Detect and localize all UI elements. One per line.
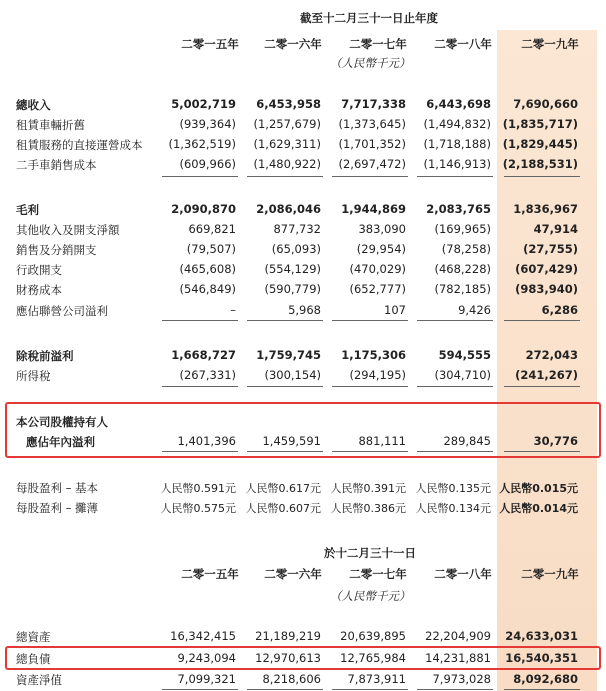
balance-value: 8,218,606 bbox=[262, 672, 321, 686]
row-value: 47,914 bbox=[533, 222, 578, 236]
row-value: 107 bbox=[384, 303, 406, 317]
row-label: 應佔聯營公司溢利 bbox=[16, 304, 108, 318]
period-title: 截至十二月三十一日止年度 bbox=[300, 11, 438, 25]
subtotal-rule bbox=[247, 176, 323, 177]
row-value: 877,732 bbox=[273, 222, 321, 236]
row-label: 租賃服務的直接運營成本 bbox=[16, 138, 143, 152]
subtotal-rule bbox=[504, 176, 580, 177]
row-value: (939,364) bbox=[179, 117, 236, 131]
row-value: (983,940) bbox=[515, 282, 578, 296]
attrib-label-2: 應佔年內溢利 bbox=[26, 435, 95, 449]
row-value: (546,849) bbox=[179, 282, 236, 296]
unit-label: （人民幣千元） bbox=[330, 589, 411, 603]
balance-value: 14,231,881 bbox=[425, 651, 491, 665]
row-value: 383,090 bbox=[358, 222, 406, 236]
row-value: (1,480,922) bbox=[253, 157, 321, 171]
balance-value: 8,092,680 bbox=[513, 672, 578, 686]
row-value: 1,668,727 bbox=[171, 348, 236, 362]
row-value: (1,629,311) bbox=[253, 137, 321, 151]
subtotal-rule bbox=[504, 386, 580, 387]
row-value: 594,555 bbox=[438, 348, 491, 362]
eps-value: 人民幣0.591元 bbox=[160, 482, 236, 495]
row-value: (304,710) bbox=[434, 368, 491, 382]
subtotal-rule bbox=[247, 689, 323, 690]
row-value: (470,029) bbox=[349, 262, 406, 276]
row-value: (65,093) bbox=[271, 242, 321, 256]
row-label: 銷售及分銷開支 bbox=[16, 243, 97, 257]
row-value: (1,835,717) bbox=[502, 117, 578, 131]
row-value: 9,426 bbox=[458, 303, 491, 317]
subtotal-rule bbox=[332, 176, 408, 177]
row-label: 其他收入及開支淨額 bbox=[16, 223, 120, 237]
balance-value: 16,342,415 bbox=[170, 629, 236, 643]
year-header: 二零一六年 bbox=[264, 567, 322, 581]
row-value: 2,083,765 bbox=[426, 202, 491, 216]
row-value: (27,755) bbox=[523, 242, 578, 256]
balance-value: 7,873,911 bbox=[347, 672, 406, 686]
eps-value: 人民幣0.575元 bbox=[160, 502, 236, 515]
subtotal-rule bbox=[504, 320, 580, 321]
subtotal-rule bbox=[504, 689, 580, 690]
row-label: 除稅前溢利 bbox=[16, 349, 74, 363]
row-value: 6,443,698 bbox=[426, 97, 491, 111]
subtotal-rule bbox=[332, 386, 408, 387]
eps-value: 人民幣0.014元 bbox=[499, 502, 578, 515]
row-value: (609,966) bbox=[179, 157, 236, 171]
row-value: (465,608) bbox=[179, 262, 236, 276]
row-value: 6,286 bbox=[541, 303, 578, 317]
attrib-value: 289,845 bbox=[443, 434, 491, 448]
subtotal-rule bbox=[332, 320, 408, 321]
row-value: (590,779) bbox=[264, 282, 321, 296]
row-value: (2,697,472) bbox=[338, 157, 406, 171]
balance-value: 24,633,031 bbox=[505, 629, 578, 643]
row-value: 1,175,306 bbox=[341, 348, 406, 362]
row-value: 6,453,958 bbox=[256, 97, 321, 111]
year-header: 二零一五年 bbox=[181, 37, 239, 51]
row-value: (607,429) bbox=[515, 262, 578, 276]
subtotal-rule bbox=[162, 386, 238, 387]
row-label: 毛利 bbox=[16, 203, 39, 217]
year-header: 二零一七年 bbox=[349, 37, 407, 51]
attrib-value: 1,459,591 bbox=[262, 434, 321, 448]
highlight-box-liabilities bbox=[5, 646, 601, 670]
subtotal-rule bbox=[417, 689, 493, 690]
row-value: (1,373,645) bbox=[338, 117, 406, 131]
balance-value: 16,540,351 bbox=[505, 651, 578, 665]
row-value: 5,002,719 bbox=[171, 97, 236, 111]
unit-label: （人民幣千元） bbox=[330, 56, 411, 70]
row-value: – bbox=[230, 303, 236, 317]
year-header: 二零一七年 bbox=[349, 567, 407, 581]
row-value: 1,944,869 bbox=[341, 202, 406, 216]
highlight-box-profit bbox=[5, 402, 601, 458]
balance-value: 21,189,219 bbox=[255, 629, 321, 643]
row-value: (29,954) bbox=[356, 242, 406, 256]
year-header: 二零一五年 bbox=[181, 567, 239, 581]
year-header: 二零一六年 bbox=[264, 37, 322, 51]
subtotal-rule bbox=[247, 386, 323, 387]
subtotal-rule bbox=[162, 176, 238, 177]
row-value: (468,228) bbox=[434, 262, 491, 276]
row-value: (1,494,832) bbox=[423, 117, 491, 131]
row-value: 1,836,967 bbox=[513, 202, 578, 216]
row-value: 5,968 bbox=[288, 303, 321, 317]
eps-value: 人民幣0.391元 bbox=[330, 482, 406, 495]
subtotal-rule bbox=[247, 320, 323, 321]
attrib-value: 1,401,396 bbox=[177, 434, 236, 448]
attrib-value: 30,776 bbox=[533, 434, 578, 448]
balance-value: 12,970,613 bbox=[255, 651, 321, 665]
row-value: (1,362,519) bbox=[168, 137, 236, 151]
row-value: (78,258) bbox=[441, 242, 491, 256]
row-value: 1,759,745 bbox=[256, 348, 321, 362]
subtotal-rule bbox=[332, 689, 408, 690]
row-value: (652,777) bbox=[349, 282, 406, 296]
row-label: 二手車銷售成本 bbox=[16, 158, 97, 172]
row-value: (2,188,531) bbox=[502, 157, 578, 171]
row-value: 7,690,660 bbox=[513, 97, 578, 111]
balance-value: 9,243,094 bbox=[177, 651, 236, 665]
eps-label: 每股盈利 – 攤薄 bbox=[16, 501, 99, 515]
year-header: 二零一九年 bbox=[521, 567, 579, 581]
row-value: (300,154) bbox=[264, 368, 321, 382]
year-header: 二零一八年 bbox=[434, 37, 492, 51]
balance-value: 7,973,028 bbox=[432, 672, 491, 686]
eps-value: 人民幣0.607元 bbox=[245, 502, 321, 515]
eps-value: 人民幣0.015元 bbox=[499, 482, 578, 495]
row-value: (294,195) bbox=[349, 368, 406, 382]
row-value: (1,829,445) bbox=[502, 137, 578, 151]
eps-value: 人民幣0.617元 bbox=[245, 482, 321, 495]
subtotal-rule bbox=[162, 689, 238, 690]
row-label: 行政開支 bbox=[16, 263, 62, 277]
row-value: 2,090,870 bbox=[171, 202, 236, 216]
subtotal-rule bbox=[417, 320, 493, 321]
year-header: 二零一九年 bbox=[521, 37, 579, 51]
date-title: 於十二月三十一日 bbox=[324, 546, 416, 560]
balance-value: 20,639,895 bbox=[340, 629, 406, 643]
balance-value: 12,765,984 bbox=[340, 651, 406, 665]
row-value: (554,129) bbox=[264, 262, 321, 276]
row-label: 總收入 bbox=[16, 98, 51, 112]
subtotal-rule bbox=[417, 176, 493, 177]
row-value: 2,086,046 bbox=[256, 202, 321, 216]
balance-label: 資產淨值 bbox=[16, 673, 62, 687]
subtotal-rule bbox=[162, 320, 238, 321]
row-value: (1,257,679) bbox=[253, 117, 321, 131]
row-label: 所得稅 bbox=[16, 369, 51, 383]
subtotal-rule bbox=[417, 386, 493, 387]
eps-label: 每股盈利 – 基本 bbox=[16, 481, 99, 495]
eps-value: 人民幣0.135元 bbox=[415, 482, 491, 495]
eps-value: 人民幣0.386元 bbox=[330, 502, 406, 515]
row-value: (782,185) bbox=[434, 282, 491, 296]
balance-label: 總負債 bbox=[16, 652, 51, 666]
attrib-label-1: 本公司股權持有人 bbox=[16, 415, 108, 429]
row-value: 272,043 bbox=[525, 348, 578, 362]
balance-value: 22,204,909 bbox=[425, 629, 491, 643]
eps-value: 人民幣0.134元 bbox=[415, 502, 491, 515]
row-value: (241,267) bbox=[515, 368, 578, 382]
attrib-value: 881,111 bbox=[358, 434, 406, 448]
row-label: 租賃車輛折舊 bbox=[16, 118, 85, 132]
row-value: 7,717,338 bbox=[341, 97, 406, 111]
row-value: (267,331) bbox=[179, 368, 236, 382]
row-value: 669,821 bbox=[188, 222, 236, 236]
row-value: (79,507) bbox=[186, 242, 236, 256]
row-label: 財務成本 bbox=[16, 283, 62, 297]
row-value: (1,718,188) bbox=[423, 137, 491, 151]
row-value: (169,965) bbox=[434, 222, 491, 236]
balance-value: 7,099,321 bbox=[177, 672, 236, 686]
year-header: 二零一八年 bbox=[434, 567, 492, 581]
balance-label: 總資產 bbox=[16, 630, 51, 644]
row-value: (1,146,913) bbox=[423, 157, 491, 171]
row-value: (1,701,352) bbox=[338, 137, 406, 151]
